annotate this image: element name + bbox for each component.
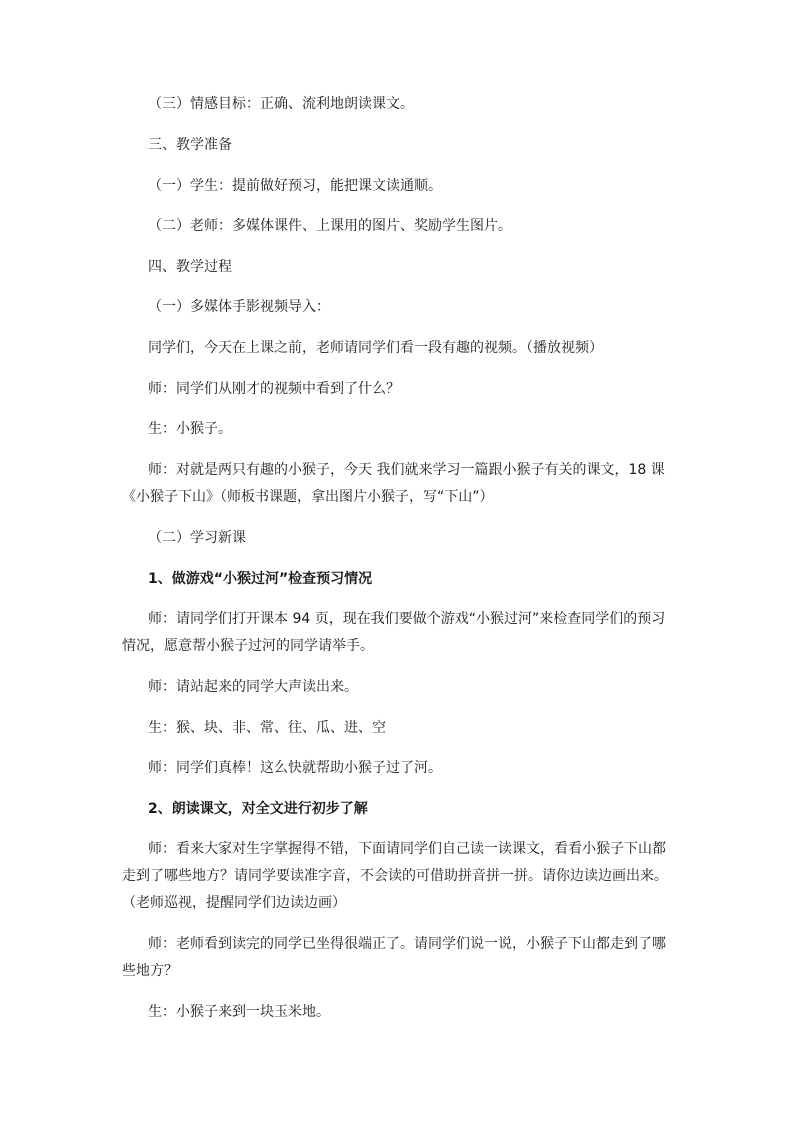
paragraph-read-aloud: 师：请站起来的同学大声读出来。	[148, 679, 358, 695]
paragraph-video-intro: （一）多媒体手影视频导入：	[148, 299, 330, 315]
paragraph-student-answer: 生：小猴子。	[148, 421, 232, 437]
paragraph-teacher-question: 师：同学们从刚才的视频中看到了什么？	[148, 381, 400, 397]
paragraph-read-instructions: 师：看来大家对生字掌握得不错，下面请同学们自己读一读课文，看看小猴子下山都走到了哪些地方？请同学要读准字音，不会读的可借助拼音拼一拼。请你边读边画出来。（老师巡视，提醒同学们边读边画）	[122, 841, 668, 911]
heading-teaching-preparation: 三、教学准备	[148, 137, 232, 153]
paragraph-corn-field: 生：小猴子来到一块玉米地。	[148, 1004, 330, 1020]
paragraph-teacher-prep: （二）老师：多媒体课件、上课用的图片、奖励学生图片。	[148, 218, 512, 234]
heading-game-check: 1、做游戏“小猴过河”检查预习情况	[148, 571, 373, 587]
paragraph-discussion: 师：老师看到读完的同学已坐得很端正了。请同学们说一说，小猴子下山都走到了哪些地方？	[122, 936, 666, 979]
paragraph-praise: 师：同学们真棒！这么快就帮助小猴子过了河。	[148, 760, 442, 776]
paragraph-emotional-goal: （三）情感目标：正确、流利地朗读课文。	[148, 96, 414, 112]
paragraph-characters: 生：猴、块、非、常、往、瓜、进、空	[148, 720, 386, 736]
paragraph-watch-video: 同学们，今天在上课之前，老师请同学们看一段有趣的视频。（播放视频）	[148, 340, 603, 356]
heading-learn-new-lesson: （二）学习新课	[148, 530, 246, 546]
paragraph-open-textbook: 师：请同学们打开课本 94 页，现在我们要做个游戏“小猴过河”来检查同学们的预习情况，愿意帮小猴子过河的同学请举手。	[122, 611, 666, 654]
heading-read-text: 2、朗读课文，对全文进行初步了解	[148, 801, 368, 817]
paragraph-lesson-title: 师：对就是两只有趣的小猴子，今天 我们就来学习一篇跟小猴子有关的课文，18 课《小猴子下山》（师板书课题，拿出图片小猴子，写“下山”）	[122, 462, 665, 505]
paragraph-student-prep: （一）学生：提前做好预习，能把课文读通顺。	[148, 178, 442, 194]
heading-teaching-process: 四、教学过程	[148, 259, 232, 275]
